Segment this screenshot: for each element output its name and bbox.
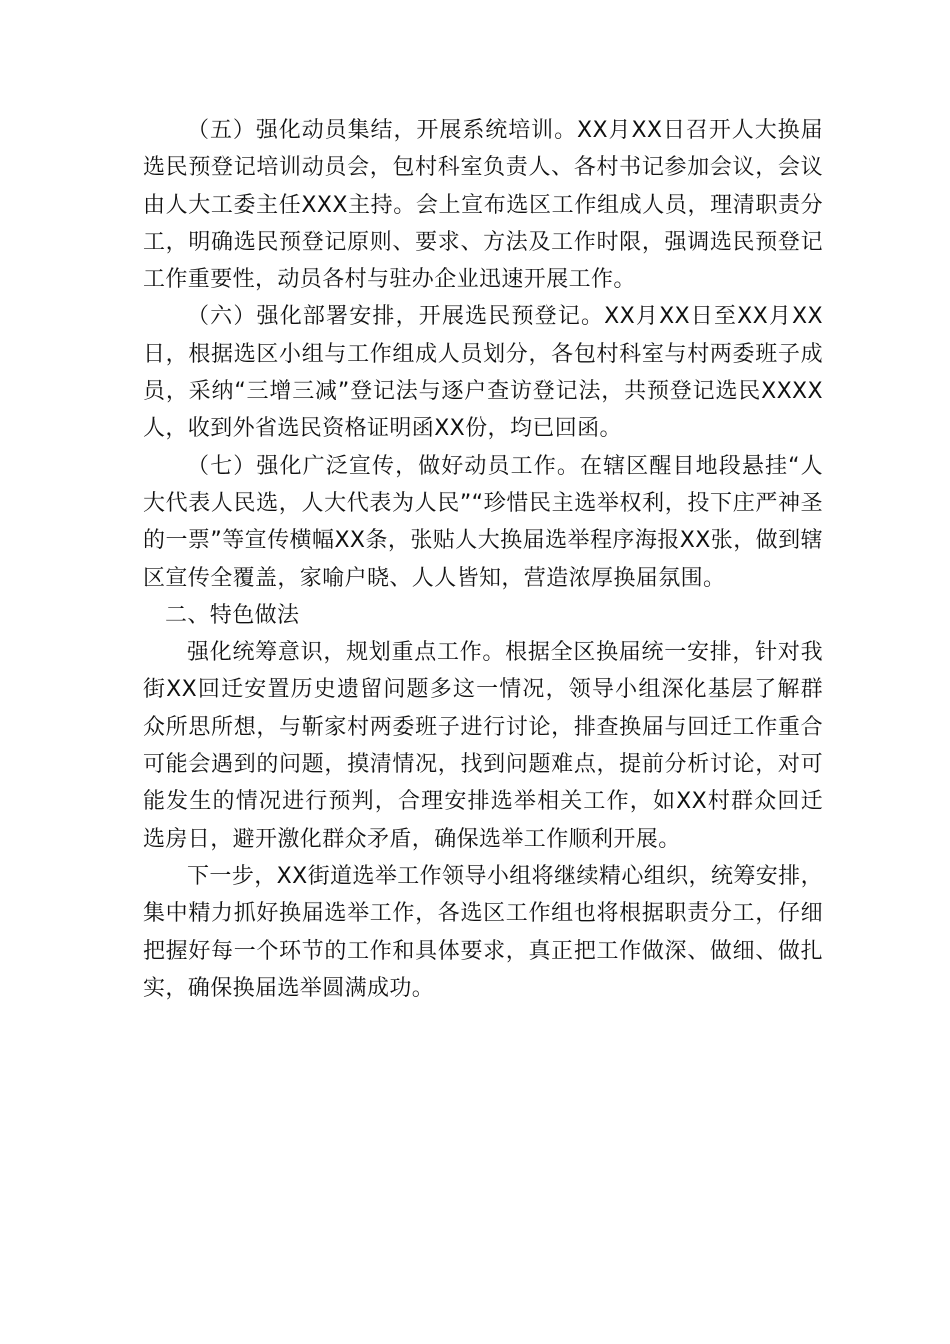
section-heading-features: 二、特色做法	[165, 602, 300, 628]
paragraph-5-mobilization: （五）强化动员集结，开展系统培训。XX月XX日召开人大换届选民预登记培训动员会，包村科室负责人、各村书记参加会议，会议由人大工委主任XXX主持。会上宣布选区工作组成人员，理清职责分工，明确选民预登记原则、要求、方法及工作时限，强调选民预登记工作重要性，动员各村与驻办企业迅速开展工作。	[143, 118, 823, 293]
paragraph-7-publicity: （七）强化广泛宣传，做好动员工作。在辖区醒目地段悬挂“人大代表人民选，人大代表为人民”“珍惜民主选举权利，投下庄严神圣的一票”等宣传横幅XX条，张贴人大换届选举程序海报XX张，做到辖区宣传全覆盖，家喻户晓、人人皆知，营造浓厚换届氛围。	[143, 453, 823, 591]
document-body	[143, 112, 823, 1007]
paragraph-next-steps: 下一步，XX街道选举工作领导小组将继续精心组织，统筹安排，集中精力抓好换届选举工作，各选区工作组也将根据职责分工，仔细把握好每一个环节的工作和具体要求，真正把工作做深、做细、做扎实，确保换届选举圆满成功。	[143, 863, 823, 1001]
paragraph-coordination: 强化统筹意识，规划重点工作。根据全区换届统一安排，针对我街XX回迁安置历史遗留问题多这一情况，领导小组深化基层了解群众所思所想，与靳家村两委班子进行讨论，排查换届与回迁工作重合可能会遇到的问题，摸清情况，找到问题难点，提前分析讨论，对可能发生的情况进行预判，合理安排选举相关工作，如XX村群众回迁选房日，避开激化群众矛盾，确保选举工作顺利开展。	[143, 640, 823, 852]
paragraph-6-registration: （六）强化部署安排，开展选民预登记。XX月XX日至XX月XX日，根据选区小组与工作组成人员划分，各包村科室与村两委班子成员，采纳“三增三减”登记法与逐户查访登记法，共预登记选民XXXX人，收到外省选民资格证明函XX份，均已回函。	[143, 304, 823, 442]
